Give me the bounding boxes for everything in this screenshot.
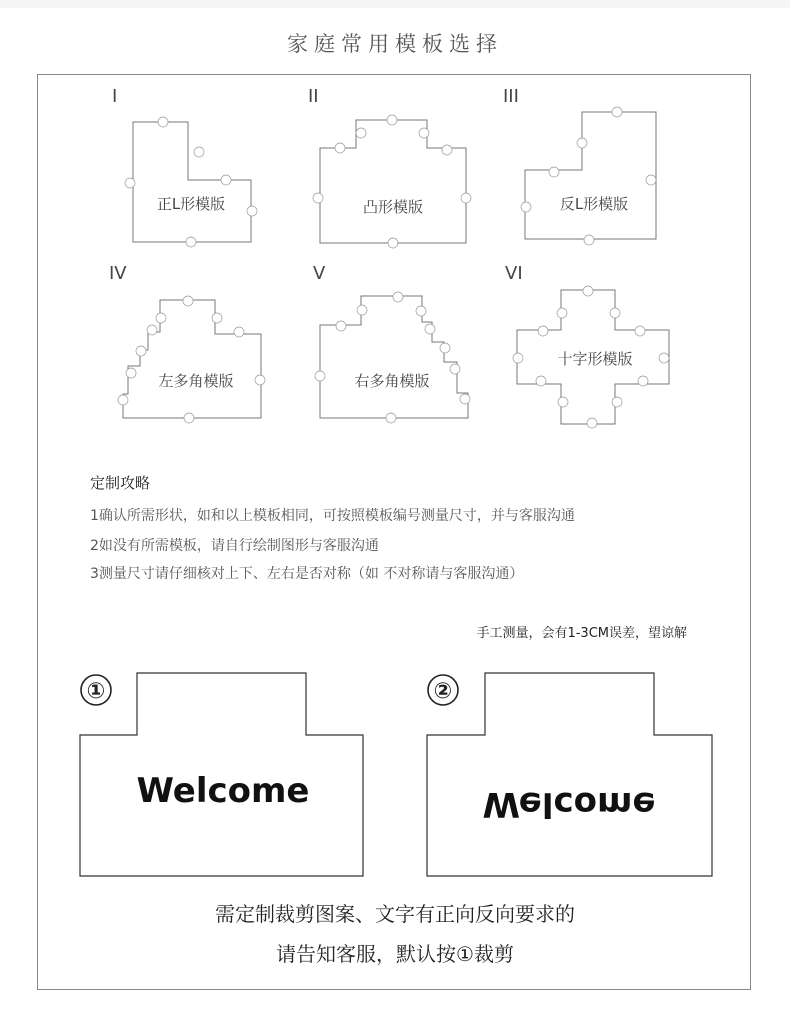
template-3-label: 反L形模版 — [559, 195, 629, 213]
template-6-numeral: VI — [505, 263, 523, 284]
guide-line-2: 2如没有所需模板，请自行绘制图形与客服沟通 — [90, 538, 379, 554]
template-1-shape[interactable] — [133, 122, 251, 242]
example-2-marker: ② — [433, 679, 453, 704]
template-1-numeral: I — [112, 86, 118, 107]
example-1-text: Welcome — [136, 771, 310, 811]
template-1-label: 正L形模版 — [156, 195, 226, 213]
template-3-shape[interactable] — [525, 112, 656, 239]
template-5-shape[interactable] — [320, 296, 468, 418]
measurement-note: 手工测量，会有1-3CM误差，望谅解 — [476, 626, 687, 641]
template-4-label: 左多角模版 — [158, 372, 234, 390]
example-1-marker: ① — [86, 679, 106, 704]
template-4-numeral: IV — [109, 263, 127, 284]
footer-line-1: 需定制裁剪图案、文字有正向反向要求的 — [215, 902, 575, 926]
template-3-numeral: III — [503, 86, 519, 107]
guide-line-3: 3测量尺寸请仔细核对上下、左右是否对称（如 不对称请与客服沟通） — [90, 566, 524, 582]
template-2-label: 凸形模版 — [362, 198, 424, 216]
example-2 — [427, 673, 712, 876]
template-4-shape[interactable] — [123, 300, 261, 418]
template-2-shape[interactable] — [320, 120, 466, 243]
example-2-text: Welcome — [482, 784, 656, 824]
page-title: 家庭常用模板选择 — [287, 32, 503, 56]
guide-line-1: 1确认所需形状，如和以上模板相同，可按照模板编号测量尺寸，并与客服沟通 — [90, 508, 575, 524]
guide-heading: 定制攻略 — [90, 474, 151, 492]
template-2-numeral: II — [308, 86, 319, 107]
footer-line-2: 请告知客服，默认按①裁剪 — [276, 942, 514, 966]
example-1 — [80, 673, 363, 876]
template-6-label: 十字形模版 — [557, 350, 633, 368]
template-5-numeral: V — [313, 263, 326, 284]
template-5-label: 右多角模版 — [354, 372, 430, 390]
